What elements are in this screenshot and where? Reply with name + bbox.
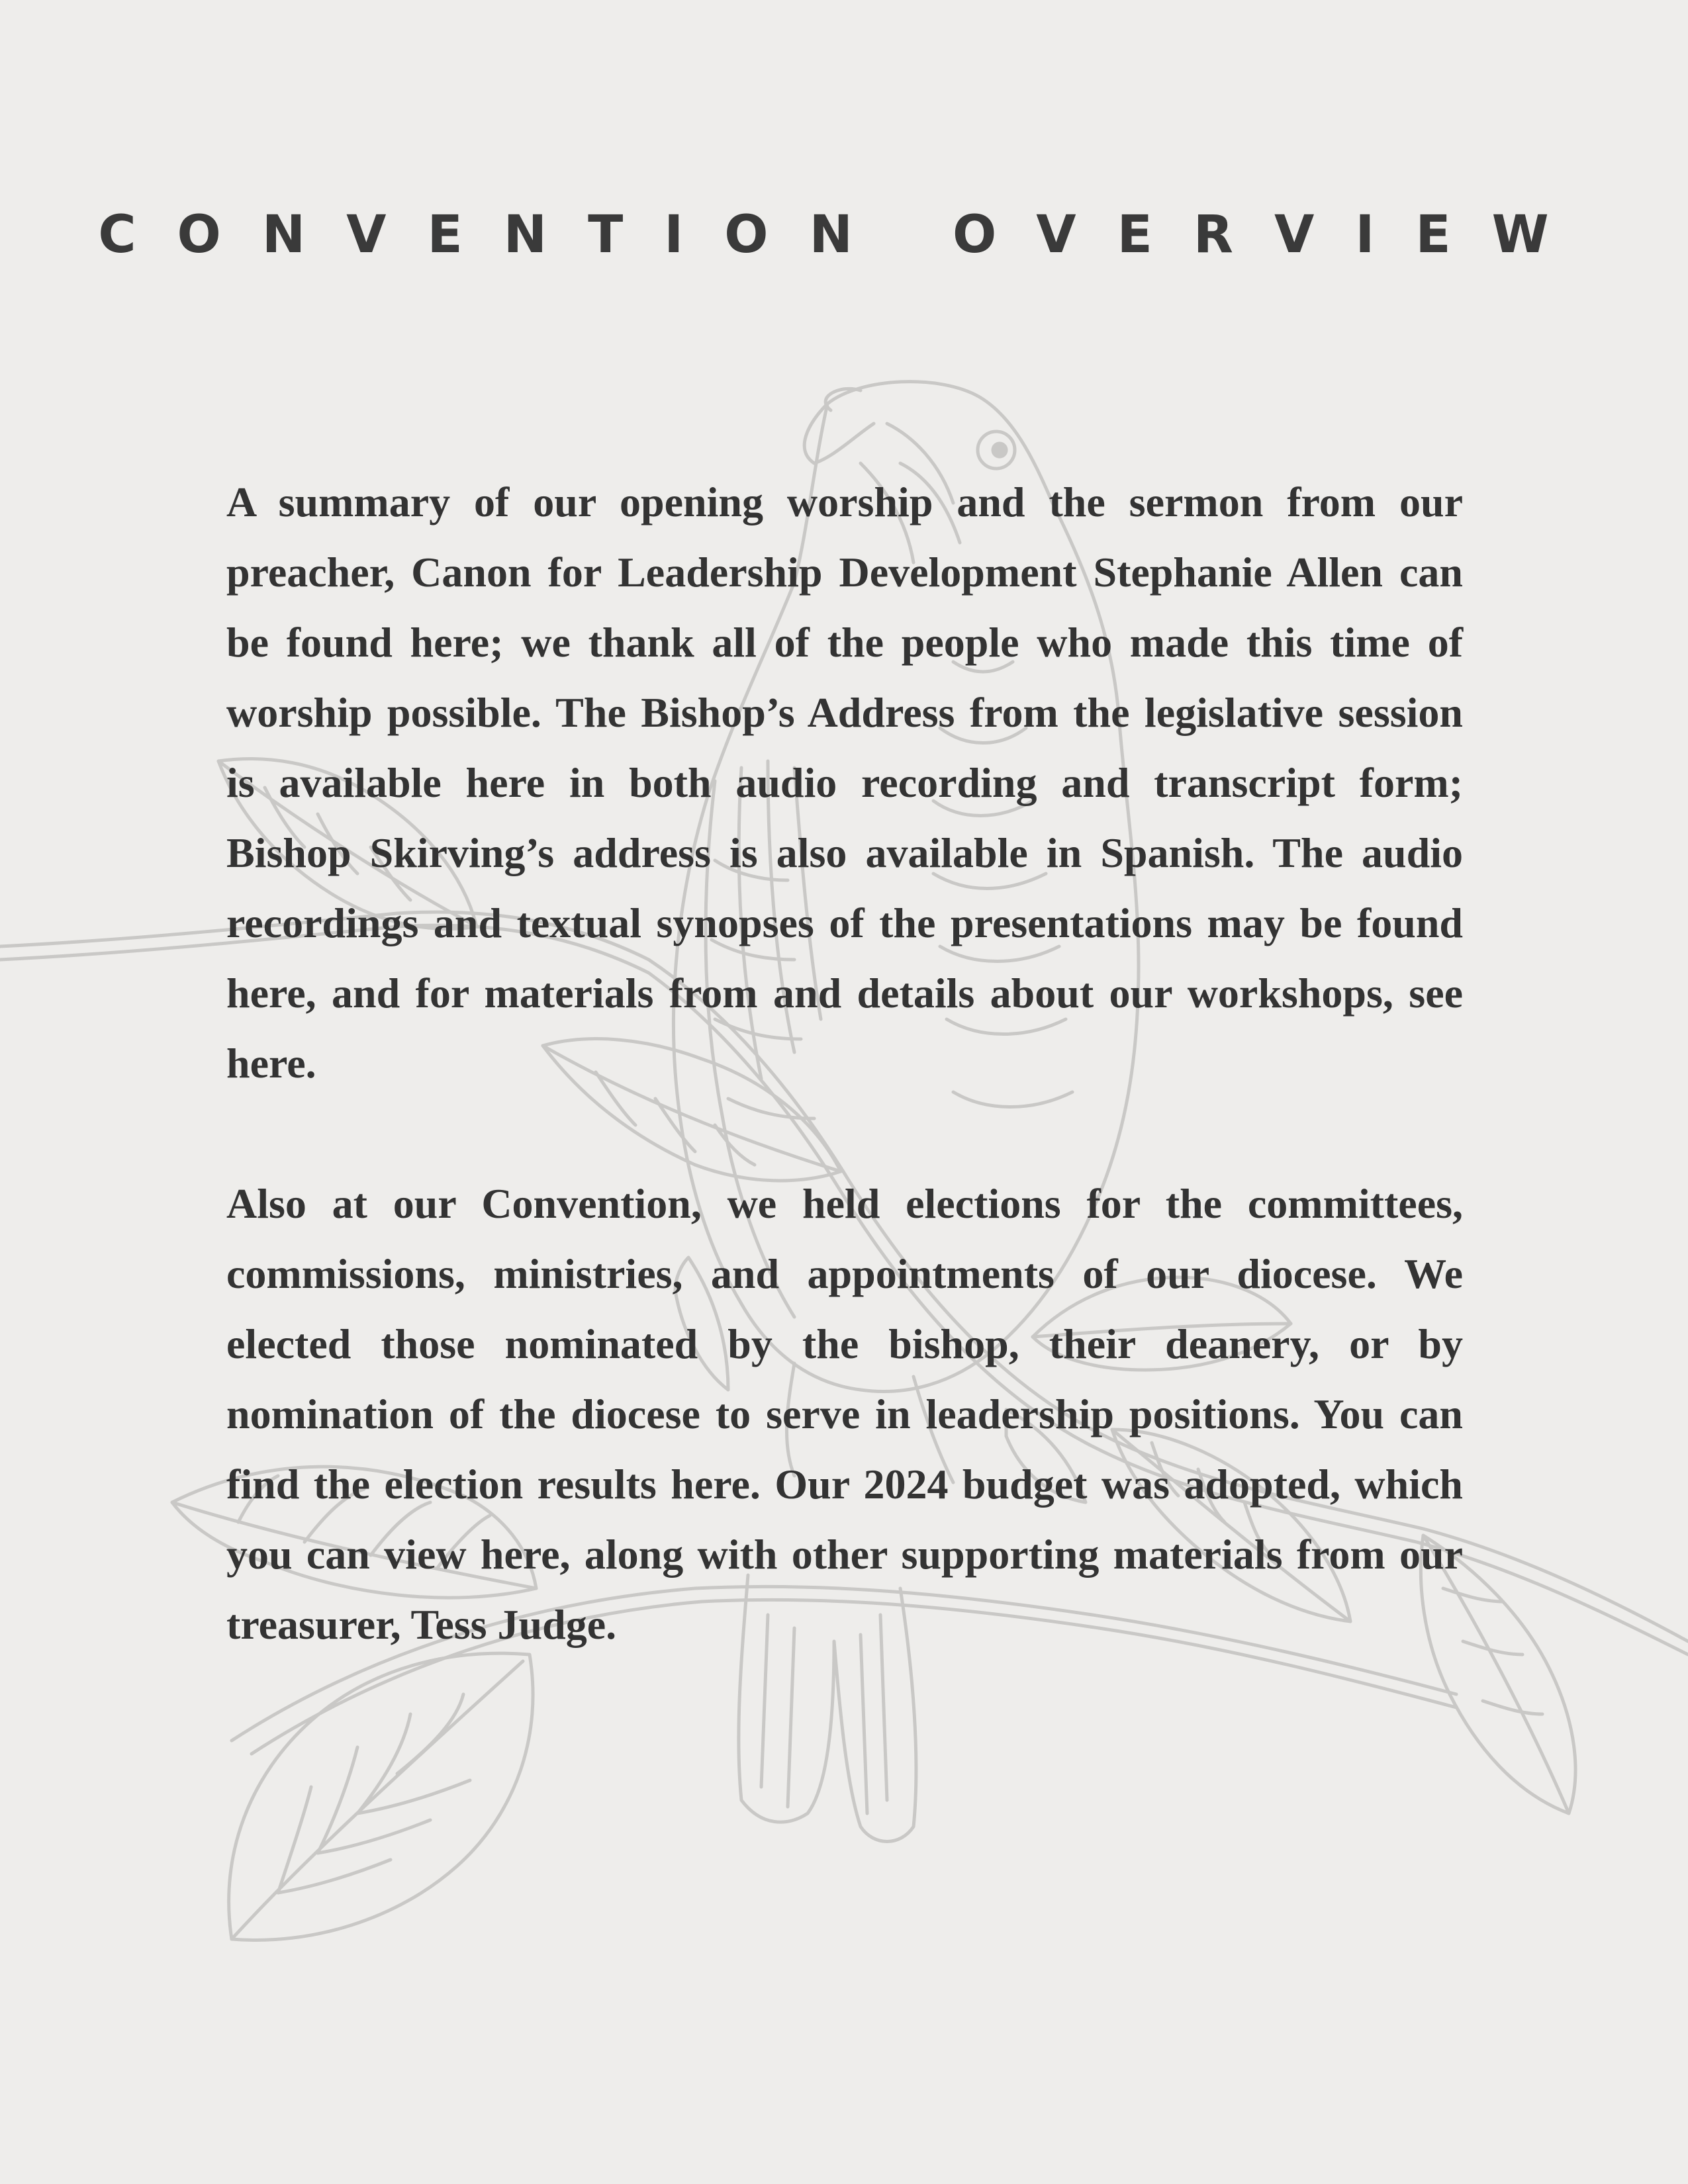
- paragraph-worship-summary: A summary of our opening worship and the sermon from our preacher, Canon for Leadership Development Stephanie Allen can be found here; we thank all of the people who made this time of worship possible. The Bishop’s Address from the legislative session is available here in both audio recording and transcript form; Bishop Skirving’s address is also available in Spanish. The audio recordings and textual synopses of the presentations may be found here, and for materials from and details about our workshops, see here.: [226, 478, 1463, 1087]
- page-title: CONVENTION OVERVIEW: [98, 205, 1590, 265]
- leaf-lower-left: [229, 1653, 533, 1940]
- body-text: [226, 467, 1463, 1660]
- paragraph-elections-budget: Also at our Convention, we held elections for the committees, commissions, ministries, and appointments of our diocese. We elected those nominated by the bishop, their deanery, or by nomination of the diocese to serve in leadership positions. You can find the election results here. Our 2024 budget was adopted, which you can view here, along with other supporting materials from our treasurer, Tess Judge.: [226, 1180, 1463, 1648]
- bird-beak: [804, 388, 874, 463]
